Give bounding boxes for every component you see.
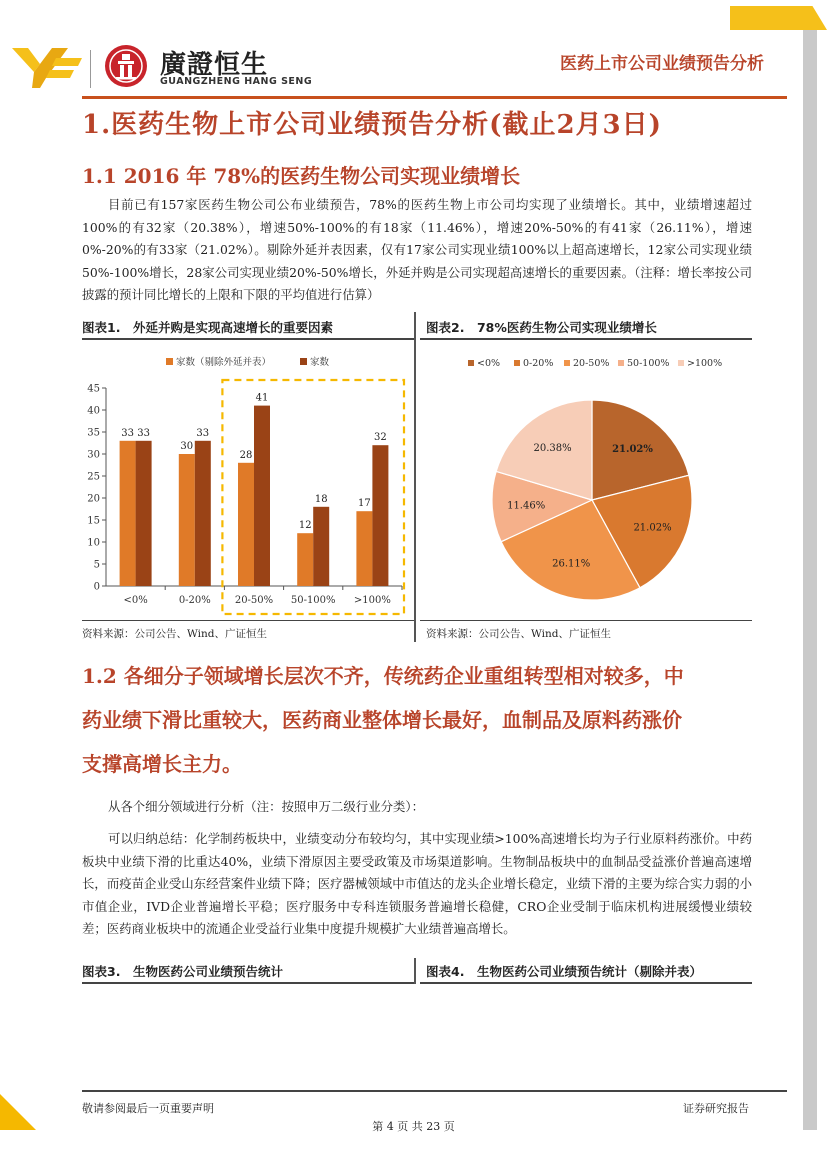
figure-3-caption-rule (82, 982, 414, 984)
pie-chart (420, 344, 752, 618)
report-title: 医药上市公司业绩预告分析 (560, 54, 764, 74)
x-tick-label: 0-20% (178, 595, 211, 606)
figure-2-caption: 图表2. 78%医药生物公司实现业绩增长 (426, 320, 657, 335)
y-tick-label: 35 (87, 427, 100, 439)
section-1-2-title-line-3: 支撑高增长主力。 (82, 752, 242, 776)
section-1-2-summary: 可以归纳总结：化学制药板块中，业绩变动分布较均匀，其中实现业绩>100%高速增长均为子行业原料药涨价。中药板块中业绩下滑的比重达40%，业绩下滑原因主要受政策及市场渠道影响。生物制品板块中的血制品受益涨价普遍高速增长，而疫苗企业受山东经营案件业绩下降；医疗器械领域中市值达的龙头企业增长稳定，业绩下滑的主要为综合实力弱的小市值企业，IVD企业普遍增长平稳；医疗服务中专科连锁服务普遍增长稳健，CRO企业受制于临床机构进展缓慢业绩较差；医药商业板块中的流通企业受益行业集中度提升规模扩大业绩普遍高增长。 (82, 831, 752, 937)
bar-data-label: 33 (137, 427, 150, 439)
bar-chart-legend (166, 356, 330, 368)
y-tick-label: 15 (87, 515, 100, 527)
header-ribbon (730, 6, 827, 30)
pie-legend-swatch (468, 360, 474, 366)
pie-slice-label: 26.11% (552, 558, 591, 570)
figure-divider (414, 312, 416, 642)
pie-legend-swatch (678, 360, 684, 366)
section-1-title: 1.医药生物上市公司业绩预告分析(截止2月3日) (82, 110, 662, 140)
bar-excl (120, 441, 136, 586)
bar-excl (297, 533, 313, 586)
bar-data-label: 41 (255, 392, 269, 404)
figure-2-bottom-rule (420, 620, 752, 621)
figure-divider-2 (414, 958, 416, 984)
pie-legend-swatch (514, 360, 520, 366)
pie-legend-label: 0-20% (523, 358, 554, 369)
figure-1-bottom-rule (82, 620, 414, 621)
page-side-bar (803, 30, 817, 1130)
guangzheng-seal-icon (104, 44, 148, 88)
pie-slice-label: 21.02% (633, 522, 672, 534)
pie-slice-label: 20.38% (533, 443, 572, 455)
legend-label-excl: 家数（剔除外延并表） (176, 357, 272, 368)
bar-excl (238, 463, 254, 586)
y-tick-label: 0 (93, 581, 100, 593)
y-tick-label: 30 (87, 449, 100, 461)
bar-total (254, 406, 270, 586)
footer-disclaimer: 敬请参阅最后一页重要声明 (82, 1102, 214, 1115)
section-1-2-intro: 从各个细分领域进行分析（注：按照申万二级行业分类）： (108, 799, 424, 814)
y-tick-label: 25 (87, 471, 100, 483)
logo-divider (90, 50, 91, 88)
bar-data-label: 17 (358, 498, 371, 510)
pie-legend-swatch (618, 360, 624, 366)
footer-rule (82, 1090, 787, 1092)
bar-data-label: 18 (314, 493, 328, 505)
pie-slice-label: 21.02% (612, 443, 653, 455)
bar-total (313, 507, 329, 586)
section-1-2-title-line-2: 药业绩下滑比重较大，医药商业整体增长最好，血制品及原料药涨价 (82, 708, 682, 732)
bar-chart (82, 344, 412, 618)
pie-legend-label: 20-50% (573, 358, 610, 369)
figure-2-caption-rule (420, 338, 752, 340)
pie-legend-label: 50-100% (627, 358, 670, 369)
legend-swatch-total (300, 358, 307, 365)
y-tick-label: 40 (87, 405, 100, 417)
bar-total (136, 441, 152, 586)
x-tick-label: 20-50% (234, 595, 274, 606)
y-tick-label: 20 (87, 493, 100, 505)
x-tick-label: <0% (123, 595, 148, 606)
bar-total (372, 445, 388, 586)
bar-data-label: 28 (239, 449, 253, 461)
y-tick-label: 45 (87, 383, 100, 395)
yf-logo-icon (12, 44, 82, 88)
figure-3-caption: 图表3. 生物医药公司业绩预告统计 (82, 964, 283, 979)
pie-legend-label: <0% (477, 358, 501, 369)
header-rule (82, 96, 787, 99)
y-tick-label: 10 (87, 537, 100, 549)
bar-data-label: 12 (298, 520, 312, 532)
section-1-1-title: 1.1 2016 年 78%的医药生物公司实现业绩增长 (82, 164, 521, 188)
x-tick-label: 50-100% (290, 595, 336, 606)
figure-4-caption: 图表4. 生物医药公司业绩预告统计（剔除并表） (426, 964, 702, 979)
bar-data-label: 30 (180, 441, 194, 452)
figure-2-source: 资料来源：公司公告、Wind、广证恒生 (426, 628, 611, 640)
bar-data-label: 33 (121, 427, 134, 439)
bar-data-label: 32 (374, 432, 387, 444)
page-number: 第 4 页 共 23 页 (372, 1120, 455, 1133)
figure-4-caption-rule (420, 982, 752, 984)
section-1-1-paragraph: 目前已有157家医药生物公司公布业绩预告，78%的医药生物上市公司均实现了业绩增长。其中，业绩增速超过100%的有32家（20.38%），增速50%-100%的有18家（11.46%），增速20%-50%的有41家（26.11%），增速0%-20%的有33家（21.02%）。剔除外延并表因素，仅有17家公司实现业绩100%以上超高速增长，12家公司实现业绩50%-100%增长，28家公司实现业绩20%-50%增长，外延并购是公司实现超高速增长的重要因素。（注释：增长率按公司披露的预计同比增长的上限和下限的平均值进行估算） (82, 197, 752, 303)
logo-english-name: GUANGZHENG HANG SENG (160, 76, 313, 87)
pie-legend-label: >100% (687, 358, 723, 369)
figure-1-source: 资料来源：公司公告、Wind、广证恒生 (82, 628, 267, 640)
figure-1-caption: 图表1. 外延并购是实现高速增长的重要因素 (82, 320, 333, 335)
legend-label-total: 家数 (310, 357, 330, 368)
section-1-2-title-line-1: 1.2 各细分子领域增长层次不齐，传统药企业重组转型相对较多，中 (82, 664, 684, 688)
pie-slice-label: 11.46% (507, 500, 546, 512)
logo-chinese-name: 廣證恒生 (160, 50, 269, 80)
pie-legend-swatch (564, 360, 570, 366)
bar-excl (356, 511, 372, 586)
x-tick-label: >100% (353, 595, 391, 606)
footer-report-type: 证券研究报告 (683, 1102, 749, 1115)
figure-1-caption-rule (82, 338, 414, 340)
y-tick-label: 5 (93, 559, 100, 571)
bar-total (195, 441, 211, 586)
bar-data-label: 33 (196, 427, 210, 439)
legend-swatch-excl (166, 358, 173, 365)
bar-excl (179, 454, 195, 586)
